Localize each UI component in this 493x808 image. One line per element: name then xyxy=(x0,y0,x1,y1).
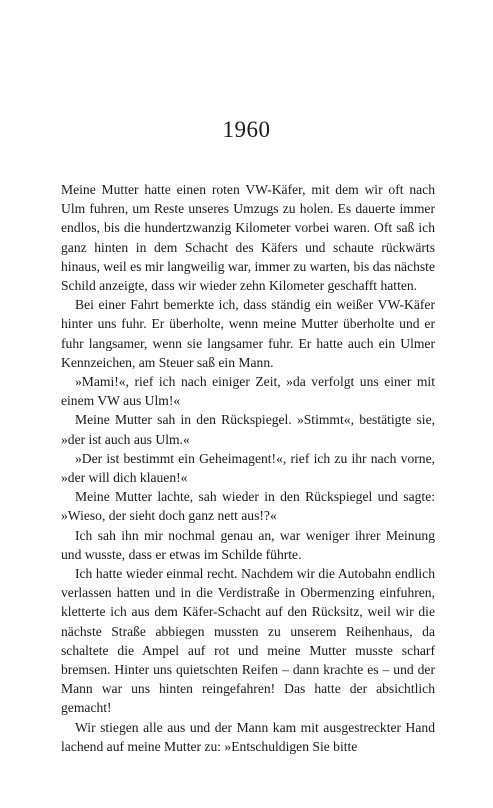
paragraph: Meine Mutter sah in den Rückspiegel. »Stimmt«, bestätigte sie, »der ist auch aus Ulm.« xyxy=(61,412,435,447)
paragraph: Ich hatte wieder einmal recht. Nachdem wir die Autobahn endlich verlassen hatten und in die Verdistraße in Obermenzing einfuhren, kletterte ich aus dem Käfer-Schacht auf den Rücksitz, weil wir die nächste Straße abbiegen mussten zu unserem Reihenhaus, da schaltete die Ampel auf rot und meine Mutter musste scharf bremsen. Hinter uns quietschten Reifen – dann krachte es – und der Mann war uns hinten reingefahren! Das hatte der absichtlich gemacht! xyxy=(61,566,435,716)
paragraph: »Der ist bestimmt ein Geheimagent!«, rief ich zu ihr nach vorne, »der will dich klauen!« xyxy=(61,450,435,486)
paragraph: Bei einer Fahrt bemerkte ich, dass ständig ein weißer VW-Käfer hinter uns fuhr. Er überholte, wenn meine Mutter überholte und er fuhr langsamer, wenn sie langsamer fuhr. Er hatte auch ein Ulmer Kennzeichen, am Steuer saß ein Mann. xyxy=(61,297,435,370)
paragraph: Ich sah ihn mir nochmal genau an, war weniger ihrer Meinung und wusste, dass er etwas im Schilde führte. xyxy=(61,527,435,562)
paragraph: Wir stiegen alle aus und der Mann kam mit ausgestreckter Hand lachend auf meine Mutter zu: »Entschuldigen Sie bitte xyxy=(61,719,435,754)
chapter-title: 1960 xyxy=(222,117,271,142)
paragraph: Meine Mutter hatte einen roten VW-Käfer, mit dem wir oft nach Ulm fuhren, um Reste unseres Umzugs zu holen. Es dauerte immer endlos, bis die hundertzwanzig Kilometer vorbei waren. Oft saß ich ganz hinten in dem Schacht des Käfers und schaute rückwärts hinaus, weil es mir langweilig war, immer zu warten, bis das nächste Schild anzeigte, dass wir wieder zehn Kilometer geschafft hatten. xyxy=(61,182,435,294)
paragraph: Meine Mutter lachte, sah wieder in den Rückspiegel und sagte: »Wieso, der sieht doch ganz nett aus!?« xyxy=(61,489,435,524)
paragraph: »Mami!«, rief ich nach einiger Zeit, »da verfolgt uns einer mit einem VW aus Ulm!« xyxy=(61,374,435,409)
body-text xyxy=(61,180,435,756)
